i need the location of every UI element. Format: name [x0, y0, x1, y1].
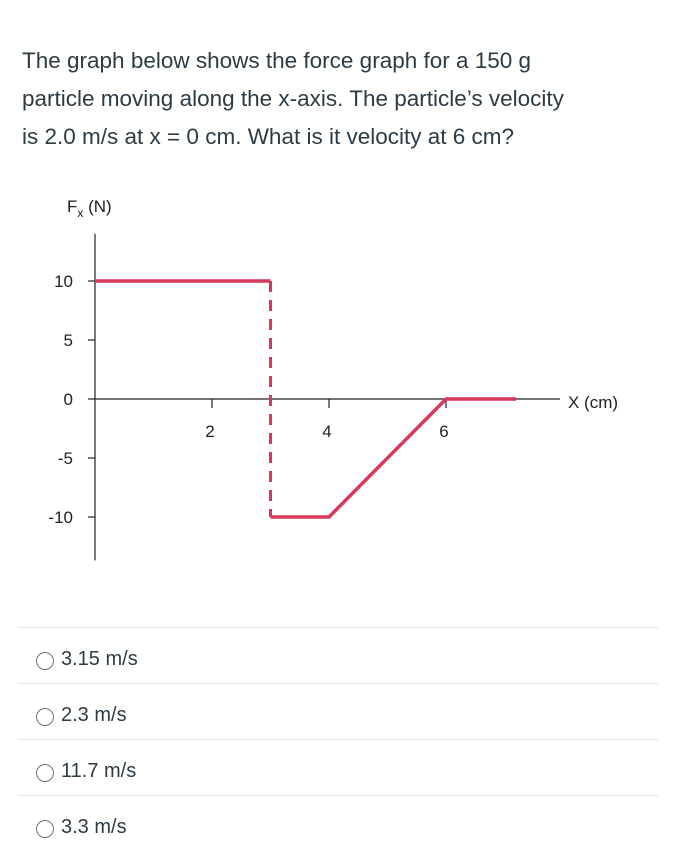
y-tick-label: 5: [63, 331, 73, 350]
answer-label: 3.3 m/s: [61, 816, 127, 838]
x-axis-label: X (cm): [568, 393, 619, 412]
y-tick-label: -10: [48, 508, 73, 527]
answer-option[interactable]: [18, 795, 658, 851]
y-tick-label: -5: [57, 449, 73, 468]
question-line: is 2.0 m/s at x = 0 cm. What is it velocity at 6 cm?: [22, 124, 515, 149]
y-tick-label: 0: [63, 390, 73, 409]
series-line-segment: [271, 399, 517, 517]
answer-option[interactable]: [18, 739, 658, 795]
answer-option[interactable]: [18, 627, 658, 683]
radio-button[interactable]: [36, 764, 54, 782]
force-graph: [0, 180, 678, 600]
answer-label: 3.15 m/s: [61, 648, 138, 670]
axes: [48, 234, 560, 561]
answer-list: [18, 627, 658, 851]
radio-button[interactable]: [36, 652, 54, 670]
y-axis-label-main: F: [67, 197, 78, 216]
y-tick-label: 10: [54, 272, 73, 291]
y-axis-label-sub: x: [77, 206, 84, 220]
answer-option[interactable]: [18, 683, 658, 739]
x-tick-label: 4: [322, 422, 332, 441]
radio-button[interactable]: [36, 820, 54, 838]
answer-label: 11.7 m/s: [61, 760, 137, 782]
question-text: [22, 42, 662, 156]
answer-label: 2.3 m/s: [61, 704, 127, 726]
y-axis-label-unit: (N): [83, 197, 112, 216]
x-tick-label: 2: [205, 422, 215, 441]
y-axis-label: [67, 197, 112, 220]
radio-button[interactable]: [36, 708, 54, 726]
question-line: particle moving along the x-axis. The particle’s velocity: [22, 86, 564, 111]
question-line: The graph below shows the force graph for a 150 g: [22, 48, 532, 73]
x-tick-label: 6: [439, 422, 449, 441]
